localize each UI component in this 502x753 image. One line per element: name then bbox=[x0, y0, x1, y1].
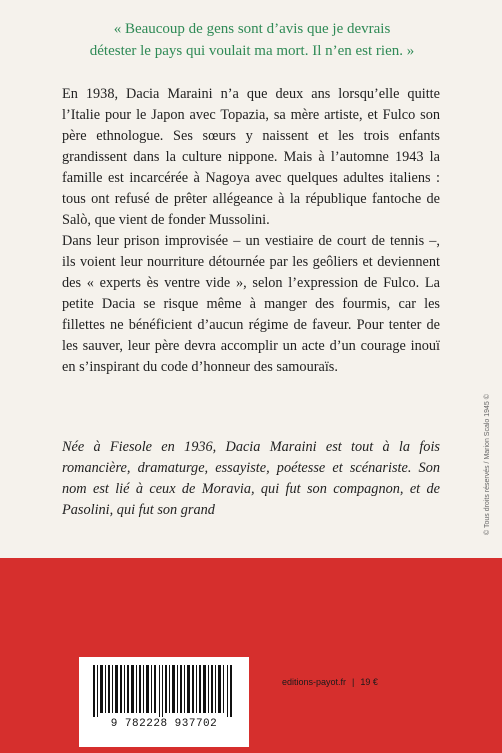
synopsis bbox=[62, 84, 440, 378]
quote-line-1: « Beaucoup de gens sont d’avis que je devrais bbox=[113, 21, 391, 37]
back-cover-quote bbox=[62, 18, 442, 62]
separator: | bbox=[352, 677, 355, 687]
isbn-number: 9 782228 937702 bbox=[110, 718, 218, 730]
author-bio bbox=[62, 437, 440, 521]
synopsis-paragraph-1: En 1938, Dacia Maraini n’a que deux ans lorsqu’elle quitte l’Italie pour le Japon avec Topazia, sa mère artiste, et Fulco son père ethnologue. Ses sœurs y naissent et les trois enfants grandissent dans la culture nippone. Mais à l’automne 1943 la famille est incarcérée à Nagoya avec quelques adultes italiens : tous ont refusé de prêter allégeance à la république fantoche de Salò, que vient de fonder Mussolini. bbox=[62, 86, 440, 228]
barcode-icon bbox=[93, 665, 235, 717]
barcode-panel bbox=[79, 657, 249, 747]
author-bio-text: Née à Fiesole en 1936, Dacia Maraini est tout à la fois romancière, dramaturge, essayiste, poétesse et scénariste. Son nom est lié à ceux de Moravia, qui fut son compagnon, et de Pasolini, qui fut son grand bbox=[62, 439, 440, 518]
quote-line-2: détester le pays qui voulait ma mort. Il n’en est rien. » bbox=[89, 43, 415, 59]
red-band bbox=[0, 558, 502, 753]
price: 19 € bbox=[360, 677, 378, 687]
publisher-site: editions-payot.fr bbox=[282, 677, 347, 687]
photo-credit: © Tous droits réservés / Marion Scalo 1945 © bbox=[484, 394, 491, 535]
publisher-line bbox=[282, 677, 378, 687]
synopsis-paragraph-2: Dans leur prison improvisée – un vestiaire de court de tennis –, ils voient leur nourriture détournée par les geôliers et deviennent des « experts ès ventre vide », selon l’expression de Fulco. La petite Dacia se risque même à manger des fourmis, car les fillettes ne bénéficient d’aucun régime de faveur. Pour tenter de les sauver, leur père devra accomplir un acte d’un courage inouï en s’inspirant du code d’honneur des samouraïs. bbox=[62, 233, 440, 375]
